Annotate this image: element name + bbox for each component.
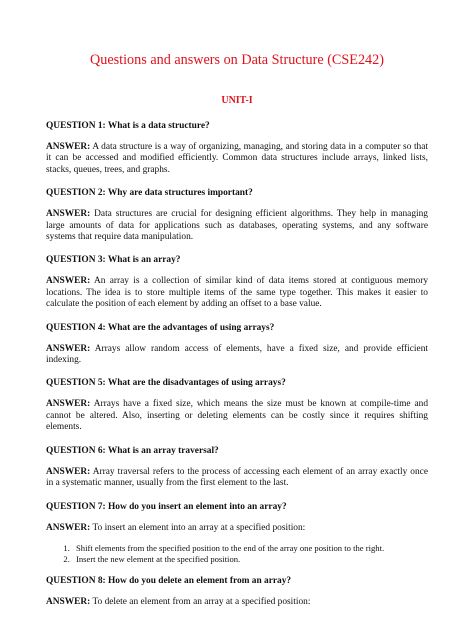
answer-label: ANSWER: [46, 209, 91, 220]
answer-text [46, 467, 428, 490]
question-heading: QUESTION 5: What are the disadvantages of using arrays? [46, 378, 286, 389]
question-heading: QUESTION 6: What is an array traversal? [46, 445, 219, 456]
answer-body: Data structures are crucial for designing efficient algorithms. They help in managing large amounts of data for applications such as databases, operating systems, and any software systems that require data manipulation. [46, 209, 428, 243]
answer-body: An array is a collection of similar kind of data items stored at contiguous memory locations. The idea is to store multiple items of the same type together. This makes it easier to calculate the position of each element by adding an offset to a base value. [46, 276, 429, 310]
answer-body: Arrays have a fixed size, which means the size must be known at compile-time and cannot be altered. Also, inserting or deleting elements can be costly since it requires shifting elements. [46, 399, 429, 433]
qa-item [46, 120, 428, 176]
answer-label: ANSWER: [46, 522, 91, 533]
question-heading: QUESTION 2: Why are data structures important? [46, 188, 253, 199]
answer-text [46, 344, 428, 367]
steps-list [46, 543, 428, 564]
qa-item [46, 254, 428, 310]
qa-item [46, 377, 428, 433]
unit-heading: UNIT-I [221, 95, 253, 106]
answer-label: ANSWER: [46, 597, 91, 608]
question-heading: QUESTION 4: What are the advantages of using arrays? [46, 322, 275, 333]
answer-body: Arrays allow random access of elements, have a fixed size, and provide efficient indexing. [46, 343, 428, 366]
answer-label: ANSWER: [46, 466, 91, 477]
document-title: Questions and answers on Data Structure (CSE242) [90, 52, 384, 68]
answer-text [46, 597, 428, 608]
qa-item [46, 445, 428, 490]
answer-text [46, 399, 428, 433]
answer-label: ANSWER: [46, 399, 91, 410]
question-heading: QUESTION 3: What is an array? [46, 255, 181, 266]
answer-body: To insert an element into an array at a specified position: [92, 522, 306, 533]
answer-label: ANSWER: [46, 276, 91, 287]
qa-item [46, 187, 428, 243]
question-heading: QUESTION 7: How do you insert an element into an array? [46, 501, 287, 512]
list-item: 1. Shift elements from the specified position to the end of the array one position to the right. [72, 543, 428, 554]
question-heading: QUESTION 8: How do you delete an element from an array? [46, 576, 292, 587]
answer-label: ANSWER: [46, 142, 91, 152]
answer-text [46, 523, 428, 534]
answer-text [46, 142, 428, 176]
answer-body: To delete an element from an array at a specified position: [92, 597, 311, 608]
answer-body: Array traversal refers to the process of accessing each element of an array exactly once in a systematic manner, usually from the first element to the last. [46, 466, 428, 489]
list-item: 2. Insert the new element at the specified position. [72, 554, 428, 565]
answer-label: ANSWER: [46, 343, 91, 354]
qa-item [46, 501, 428, 565]
qa-item [46, 322, 428, 367]
answer-body: A data structure is a way of organizing, managing, and storing data in a computer so that it can be accessed and modified efficiently. Common data structures include arrays, linked lists, stacks, queues, trees, and graphs. [46, 142, 429, 175]
answer-text [46, 276, 428, 310]
question-heading: QUESTION 1: What is a data structure? [46, 121, 210, 131]
qa-item [46, 575, 428, 608]
answer-text [46, 209, 428, 243]
